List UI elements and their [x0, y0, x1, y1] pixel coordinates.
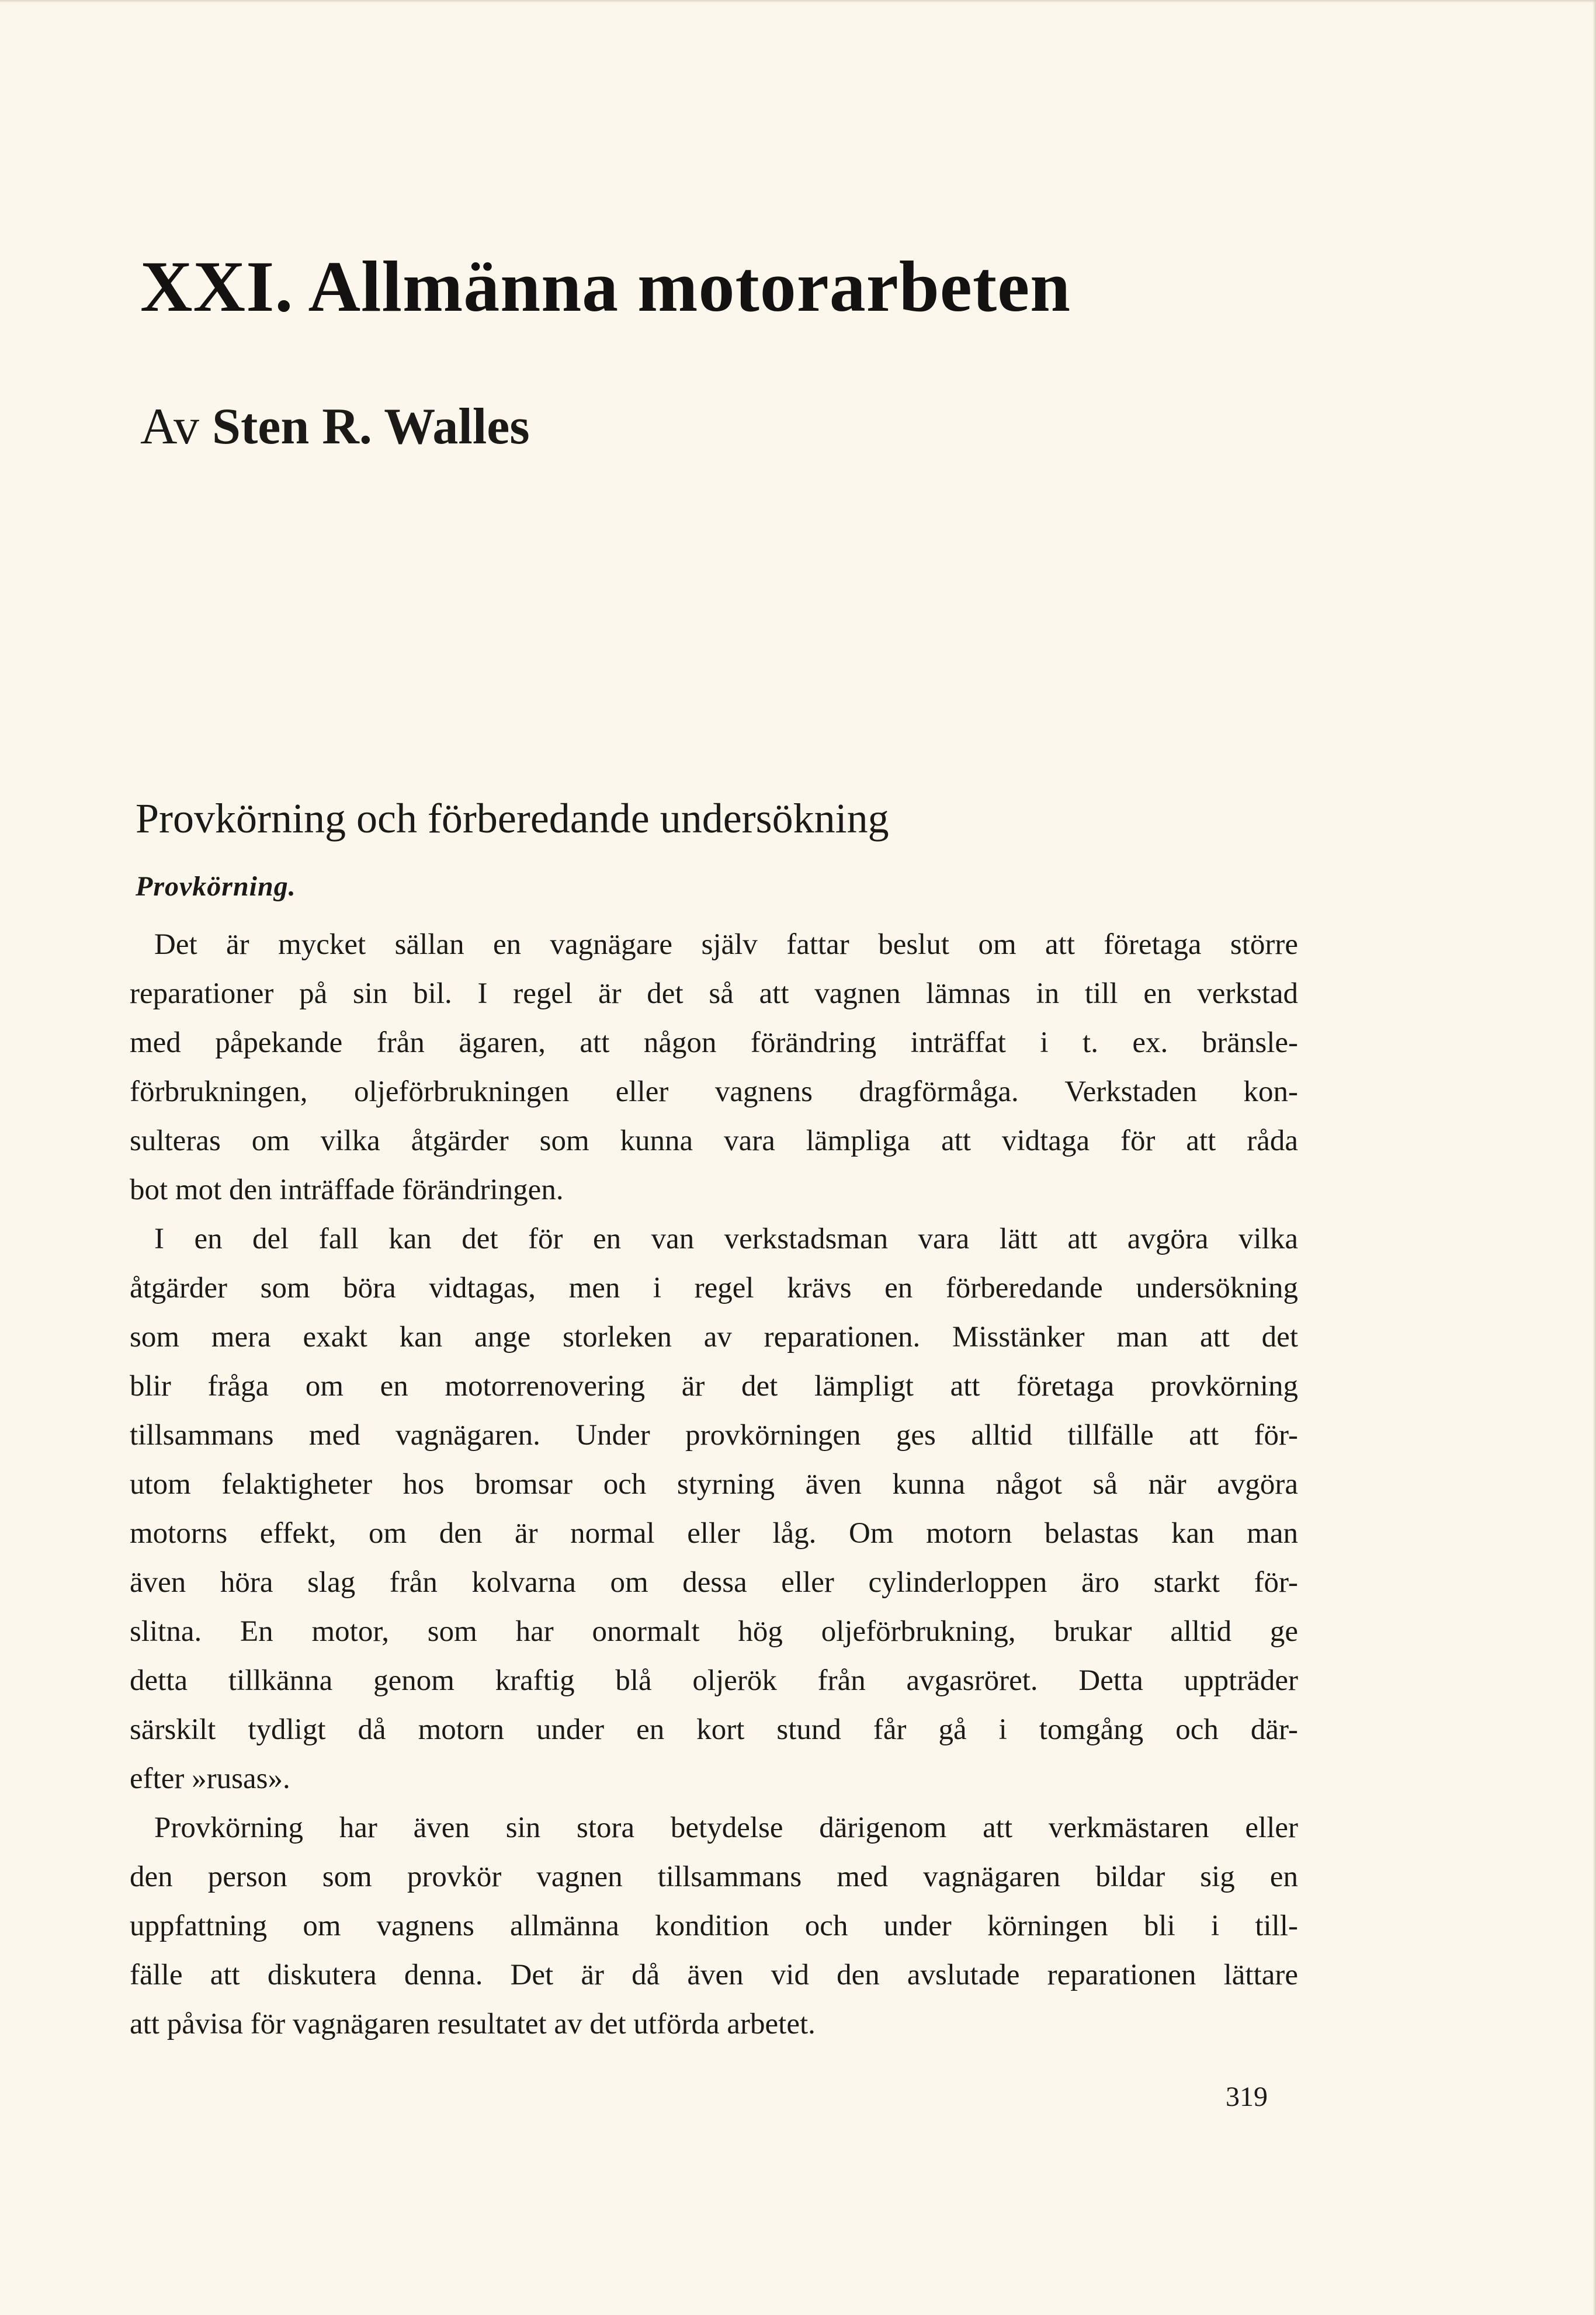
text-line: I en del fall kan det för en van verkstadsman vara lätt att avgöra vilka [154, 1223, 1298, 1255]
paragraph [130, 1214, 1298, 1803]
text-line: efter »rusas». [130, 1762, 290, 1795]
text-line: detta tillkänna genom kraftig blå oljerök från avgasröret. Detta uppträder [130, 1664, 1298, 1697]
text-line: med påpekande från ägaren, att någon förändring inträffat i t. ex. bränsle- [130, 1026, 1298, 1059]
text-line: uppfattning om vagnens allmänna kondition och under körningen bli i till- [130, 1910, 1298, 1942]
paragraph [130, 1803, 1298, 2049]
author-name: Sten R. Walles [212, 398, 530, 455]
text-line: tillsammans med vagnägaren. Under provkörningen ges alltid tillfälle att för- [130, 1419, 1298, 1452]
page-edge [0, 0, 1596, 3]
text-line: att påvisa för vagnägaren resultatet av det utförda arbetet. [130, 2008, 816, 2040]
text-line: Provkörning har även sin stora betydelse därigenom att verkmästaren eller [154, 1811, 1298, 1844]
text-line: blir fråga om en motorrenovering är det lämpligt att företaga provkörning [130, 1370, 1298, 1403]
text-line: åtgärder som böra vidtagas, men i regel krävs en förberedande undersökning [130, 1272, 1298, 1304]
text-line: reparationer på sin bil. I regel är det så att vagnen lämnas in till en verkstad [130, 977, 1298, 1010]
page-edge [1592, 0, 1596, 2315]
text-line: utom felaktigheter hos bromsar och styrning även kunna något så när avgöra [130, 1468, 1298, 1501]
text-line: slitna. En motor, som har onormalt hög oljeförbrukning, brukar alltid ge [130, 1615, 1298, 1648]
page-number: 319 [1226, 2081, 1268, 2112]
text-line: särskilt tydligt då motorn under en kort stund får gå i tomgång och där- [130, 1713, 1298, 1746]
text-line: även höra slag från kolvarna om dessa eller cylinderloppen äro starkt för- [130, 1566, 1298, 1599]
body-text [130, 920, 1298, 2049]
text-line: den person som provkör vagnen tillsammans med vagnägaren bildar sig en [130, 1861, 1298, 1893]
section-heading: Provkörning och förberedande undersökning [136, 795, 889, 842]
subsection-heading: Provkörning. [136, 871, 296, 902]
author-prefix: Av [140, 398, 200, 455]
text-line: Det är mycket sällan en vagnägare själv fattar beslut om att företaga större [154, 928, 1298, 961]
text-line: motorns effekt, om den är normal eller låg. Om motorn belastas kan man [130, 1517, 1298, 1550]
text-line: förbrukningen, oljeförbrukningen eller vagnens dragförmåga. Verkstaden kon- [130, 1075, 1298, 1108]
author-line [140, 397, 530, 456]
text-line: som mera exakt kan ange storleken av reparationen. Misstänker man att det [130, 1321, 1298, 1353]
text-line: sulteras om vilka åtgärder som kunna vara lämpliga att vidtaga för att råda [130, 1124, 1298, 1157]
text-line: bot mot den inträffade förändringen. [130, 1174, 564, 1206]
chapter-title: XXI. Allmänna motorarbeten [140, 247, 1071, 327]
text-line: fälle att diskutera denna. Det är då även vid den avslutade reparationen lättare [130, 1959, 1298, 1991]
paragraph [130, 920, 1298, 1214]
